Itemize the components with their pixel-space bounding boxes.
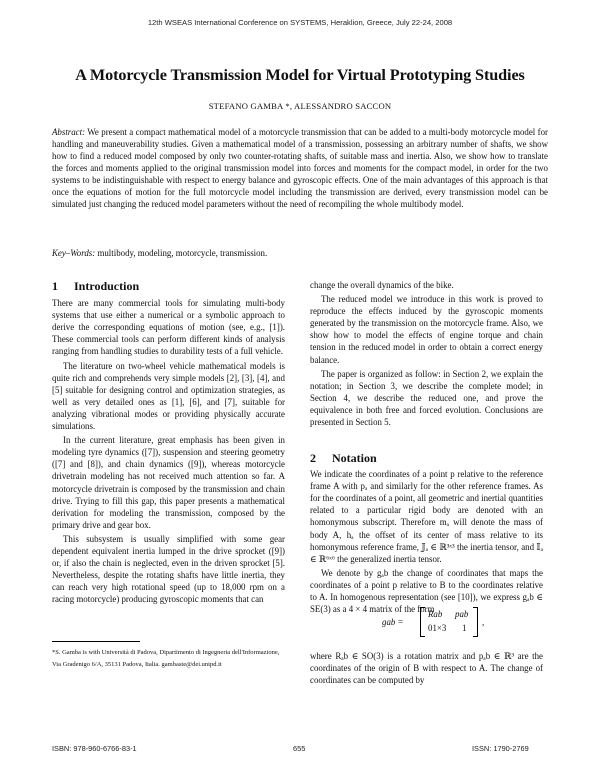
footnote: *S. Gamba is with Università di Padova, Dipartimento di Ingegneria dell'Informazione, Via Gradenigo 6/A, 35131 Padova, Italia. gambaste@dei.unipd.it (52, 649, 280, 668)
right-column-notation (310, 452, 543, 615)
footer-page-number: 655 (293, 744, 306, 753)
right-bracket (473, 607, 478, 637)
keywords (52, 248, 548, 258)
keywords-label: Key–Words: (52, 248, 96, 258)
notation-paragraph-2: We denote by gₐb the change of coordinates that maps the coordinates of a point p relative to B to the coordinates relative to A. In homogenous representation (see [10]), we express gₐb ∈ SE(3) as a 4 × 4 matrix of the form (310, 567, 543, 615)
section-2-number: 2 (310, 451, 316, 465)
matrix-r12: pab (455, 609, 469, 619)
matrix-r11: Rab (428, 609, 443, 619)
section-1-number: 1 (52, 279, 58, 293)
running-header: 12th WSEAS International Conference on SYSTEMS, Heraklion, Greece, July 22-24, 2008 (147, 18, 453, 27)
left-bracket (420, 607, 425, 637)
left-column (52, 280, 285, 605)
intro-paragraph-1: There are many commercial tools for simulating multi-body systems that use either a numerical or a symbolic approach to derive the corresponding equations of motion (see, e.g., [1]). These commercial tools can perform different kinds of analysis ranging from handling studies to durability tests of a full vehicle. (52, 298, 285, 357)
matrix-r22: 1 (462, 623, 467, 633)
abstract-label: Abstract: (52, 127, 86, 137)
section-1-title: Introduction (74, 279, 140, 293)
intro-paragraph-7: The paper is organized as follow: in Section 2, we explain the notation; in Section 3, we describe the complete model; in Section 4, we describe the reduced one, and prove the equivalence in both free and forced evolution. Conclusions are presented in Section 5. (310, 368, 543, 428)
abstract-text: We present a compact mathematical model of a motorcycle transmission that can be added to a multi-body motorcycle model for handling and maneuverability studies. Given a mathematical model of a transmission, possessing an arbitrary number of shafts, we show how to find a reduced model composed by only two counter-rotating shafts, of suitable mass and inertia. Also, we show how to translate the forces and moments applied to the original transmission model into forces and moments for the compact model, in order for the two systems to be indistinguishable with respect to energy balance and gyroscopic effects. One of the main advantages of this approach is that once the equations of motion for the full motorcycle model including the transmission are derived, every transmission model can be simulated just changing the reduced model parameters without the need of recompiling the whole multibody model. (52, 127, 548, 209)
section-2-heading (310, 452, 543, 464)
footer-isbn: ISBN: 978-960-6766-83-1 (52, 744, 137, 753)
intro-paragraph-6: The reduced model we introduce in this work is proved to reproduce the effects induced by the gyroscopic moments generated by the transmission on the motorcycle frame. Also, we show how to model the effects of engine torque and chain tension in the reduced model in order to obtain a correct energy balance. (310, 294, 543, 365)
equation-tail: , (482, 617, 485, 627)
equation-lhs: gab = (382, 617, 404, 627)
intro-paragraph-2: The literature on two-wheel vehicle mathematical models is quite rich and comprehends very simple models [2], [3], [4], and [5] suitable for designing control and optimization strategies, as well as very detailed ones as [1], [6], and [7], suitable for analyzing vibrational modes or providing physically accurate simulations. (52, 360, 285, 432)
notation-paragraph-3: where Rₐb ∈ SO(3) is a rotation matrix and pₐb ∈ ℝ³ are the coordinates of the origin of B with respect to A. The change of coordinates can be computed by (310, 651, 543, 686)
right-column-bottom (310, 650, 543, 686)
paper-authors: STEFANO GAMBA *, ALESSANDRO SACCON (208, 101, 392, 111)
keywords-text: multibody, modeling, motorcycle, transmission. (95, 248, 268, 258)
intro-paragraph-5: change the overall dynamics of the bike. (310, 280, 454, 290)
right-column-top (310, 279, 543, 428)
intro-paragraph-3: In the current literature, great emphasis has been given in modeling tyre dynamics ([7]), suspension and steering geometry ([7] and [8]), and chain dynamics ([9]), whereas motorcycle drivetrain modeling has not received much attention so far. A motorcycle drivetrain is composed by the transmission and chain drive. Trying to fill this gap, this paper presents a mathematical derivation for modeling the transmission, composed by the primary drive and gear box. (52, 435, 285, 530)
section-2-title: Notation (332, 451, 377, 465)
matrix-equation (382, 607, 582, 639)
notation-paragraph-1: We indicate the coordinates of a point p relative to the reference frame A with pₐ and similarly for the other reference frames. As for the coordinates of a point, all geometric and inertial quantities related to a particular rigid body are denoted with an homonymous subscript. Therefore mₐ will denote the mass of body A, hₐ the offset of its center of mass relative to its homonymous reference frame, 𝕁ₐ ∈ ℝ³ˣ³ the inertia tensor, and 𝕀ₐ ∈ ℝ⁶ˣ⁶ the generalized inertia tensor. (310, 469, 543, 564)
section-1-heading (52, 280, 285, 292)
paper-title: A Motorcycle Transmission Model for Virtual Prototyping Studies (75, 66, 525, 84)
matrix-r21: 01×3 (428, 623, 447, 633)
intro-paragraph-4: This subsystem is usually simplified with some gear dependent equivalent inertia lumped in the drive sprocket ([9]) or, if also the chain is neglected, even in the driven sprocket [5]. Nevertheless, despite the rotating shafts have little inertia, they can reach very high rotational speed (up to 18,000 rpm on a racing motorcycle) producing gyroscopic moments that can (52, 533, 285, 605)
footnote-rule (52, 641, 140, 642)
abstract (52, 126, 548, 210)
footer-issn: ISSN: 1790-2769 (472, 744, 529, 753)
